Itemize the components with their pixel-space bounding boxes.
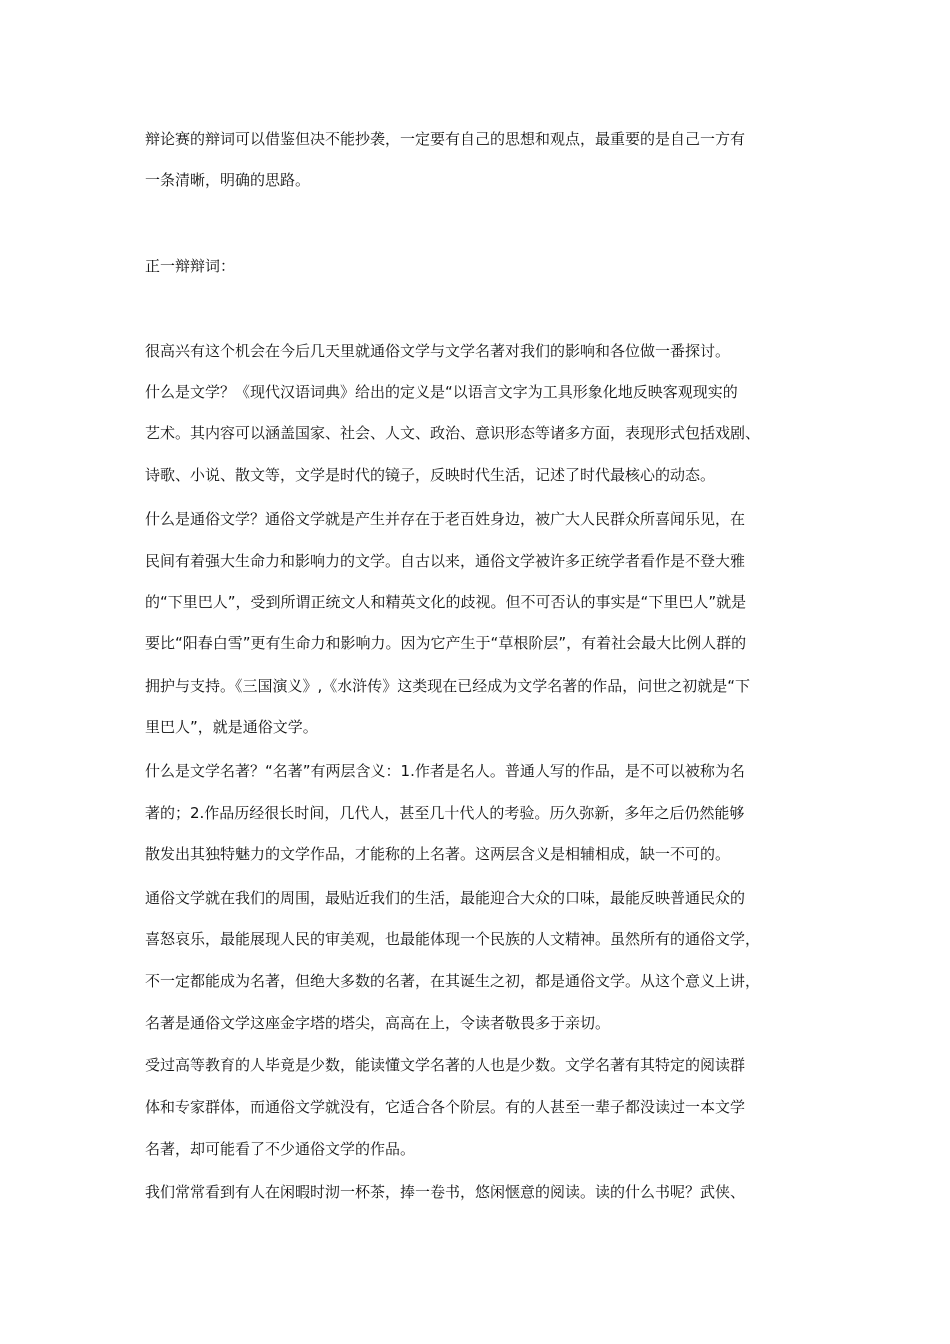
paragraph-line: 体和专家群体，而通俗文学就没有，它适合各个阶层。有的人甚至一辈子都没读过一本文学 [145,1098,746,1116]
paragraph-line: 我们常常看到有人在闲暇时沏一杯茶，捧一卷书，悠闲惬意的阅读。读的什么书呢？武侠、 [145,1183,746,1201]
paragraph-line: 什么是文学名著？“名著”有两层含义：1.作者是名人。普通人写的作品，是不可以被称为名 [145,762,745,780]
intro-line: 辩论赛的辩词可以借鉴但决不能抄袭，一定要有自己的思想和观点，最重要的是自己一方有 [145,130,746,148]
paragraph-line: 通俗文学就在我们的周围，最贴近我们的生活，最能迎合大众的口味，最能反映普通民众的 [145,889,746,907]
paragraph-line: 艺术。其内容可以涵盖国家、社会、人文、政治、意识形态等诸多方面，表现形式包括戏剧、 [145,424,761,442]
paragraph-line: 要比“阳春白雪”更有生命力和影响力。因为它产生于“草根阶层”，有着社会最大比例人群的 [145,634,747,652]
paragraph-line: 的“下里巴人”，受到所谓正统文人和精英文化的歧视。但不可否认的事实是“下里巴人”就是 [145,593,747,611]
section-heading: 正一辩辩词： [145,257,236,275]
paragraph-line: 什么是文学？《现代汉语词典》给出的定义是“以语言文字为工具形象化地反映客观现实的 [145,383,738,401]
paragraph-line: 很高兴有这个机会在今后几天里就通俗文学与文学名著对我们的影响和各位做一番探讨。 [145,342,731,360]
paragraph-line: 喜怒哀乐，最能展现人民的审美观，也最能体现一个民族的人文精神。虽然所有的通俗文学， [145,930,761,948]
paragraph-line: 拥护与支持。《三国演义》,《水浒传》这类现在已经成为文学名著的作品，问世之初就是“下 [145,677,751,695]
paragraph-line: 散发出其独特魅力的文学作品，才能称的上名著。这两层含义是相辅相成，缺一不可的。 [145,845,731,863]
paragraph-line: 受过高等教育的人毕竟是少数，能读懂文学名著的人也是少数。文学名著有其特定的阅读群 [145,1056,746,1074]
paragraph-line: 名著，却可能看了不少通俗文学的作品。 [145,1140,416,1158]
paragraph-line: 名著是通俗文学这座金字塔的塔尖，高高在上，令读者敬畏多于亲切。 [145,1014,611,1032]
paragraph-line: 民间有着强大生命力和影响力的文学。自古以来，通俗文学被许多正统学者看作是不登大雅 [145,552,746,570]
paragraph-line: 诗歌、小说、散文等，文学是时代的镜子，反映时代生活，记述了时代最核心的动态。 [145,466,716,484]
paragraph-line: 里巴人”，就是通俗文学。 [145,718,318,736]
intro-line: 一条清晰，明确的思路。 [145,171,311,189]
paragraph-line: 著的；2.作品历经很长时间，几代人，甚至几十代人的考验。历久弥新，多年之后仍然能够 [145,804,745,822]
paragraph-line: 不一定都能成为名著，但绝大多数的名著，在其诞生之初，都是通俗文学。从这个意义上讲， [145,972,761,990]
paragraph-line: 什么是通俗文学？通俗文学就是产生并存在于老百姓身边，被广大人民群众所喜闻乐见，在 [145,510,746,528]
